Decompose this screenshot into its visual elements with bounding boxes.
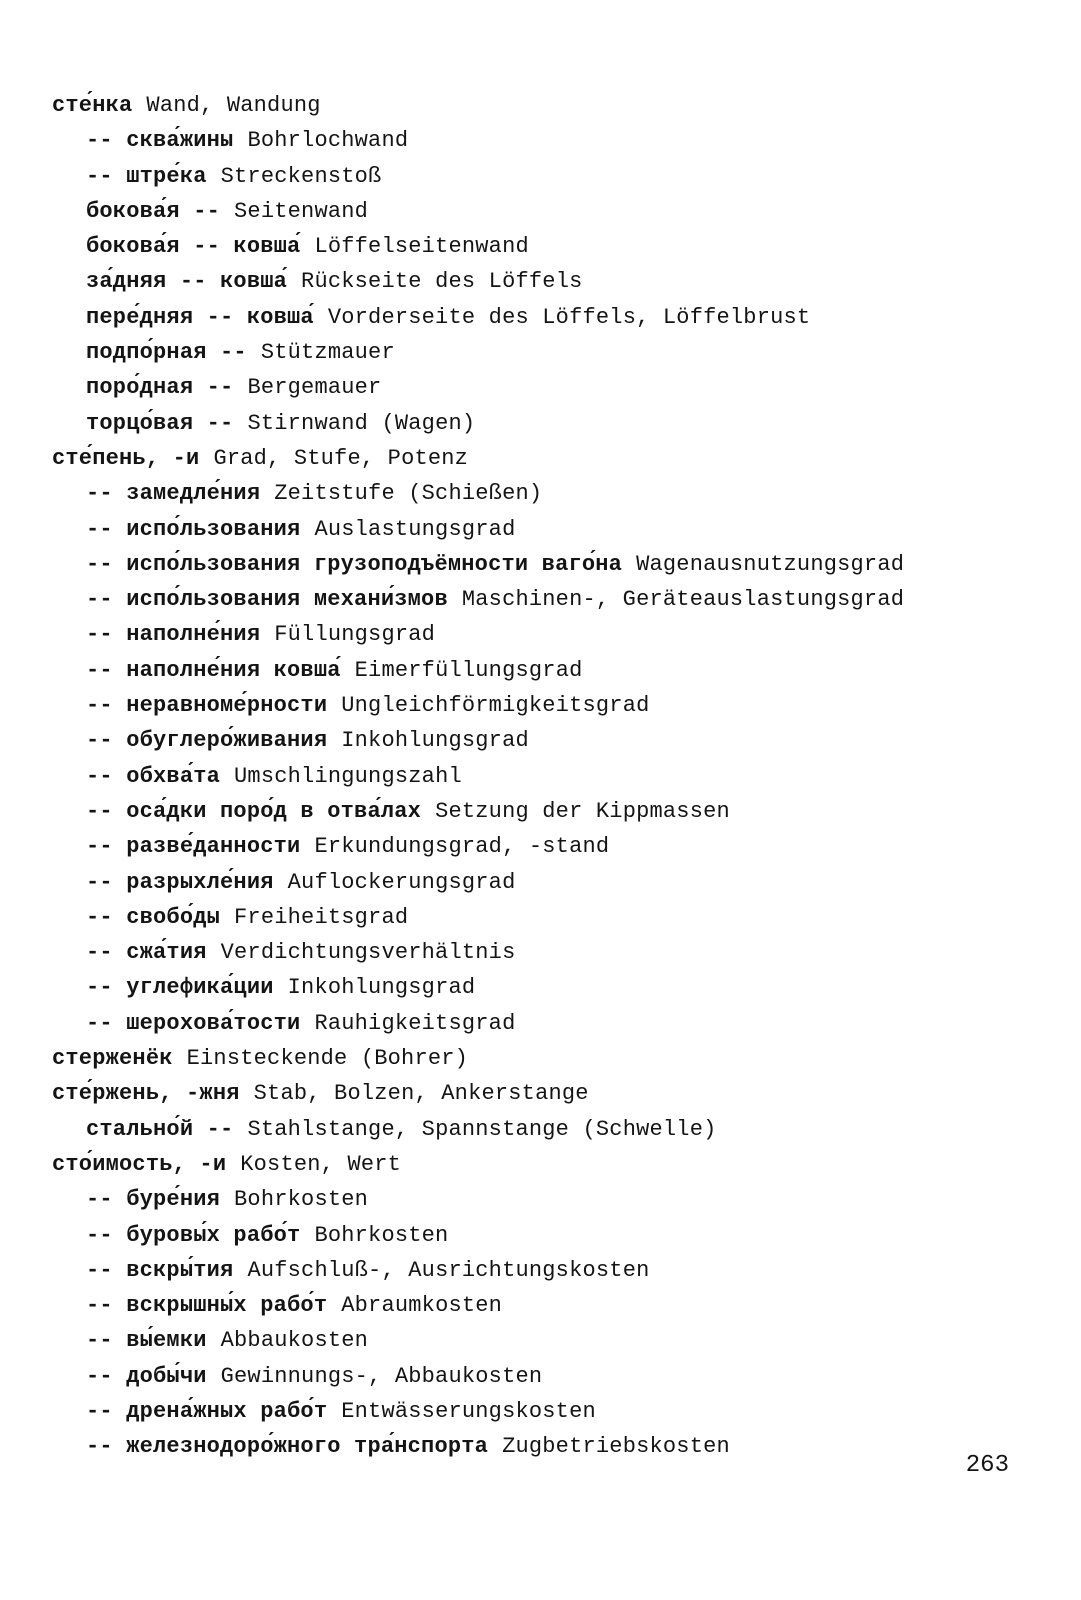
sub-entry — [52, 194, 1052, 229]
russian-term: -- испо́льзования — [86, 516, 301, 542]
sub-entry — [52, 582, 1052, 617]
russian-term: бокова́я -- — [86, 198, 221, 224]
russian-term: стерженёк — [52, 1046, 173, 1072]
sub-entry — [52, 1359, 1052, 1394]
sub-entry — [52, 1253, 1052, 1288]
russian-term: -- добы́чи — [86, 1363, 207, 1389]
russian-term: подпо́рная -- — [86, 340, 247, 366]
russian-term: -- разве́данности — [86, 834, 301, 860]
russian-term: -- обхва́та — [86, 763, 221, 789]
sub-entry — [52, 1323, 1052, 1358]
russian-term: сто́имость, -и — [52, 1151, 227, 1177]
russian-term: сте́ржень, -жня — [52, 1081, 240, 1107]
sub-entry — [52, 406, 1052, 441]
sub-entry — [52, 547, 1052, 582]
german-translation: Rückseite des Löffels — [301, 269, 583, 295]
sub-entry — [52, 123, 1052, 158]
sub-entry — [52, 476, 1052, 511]
sub-entry — [52, 794, 1052, 829]
russian-term: -- испо́льзования грузоподъёмности ваго́на — [86, 551, 623, 577]
russian-term: сте́пень, -и — [52, 445, 200, 471]
page-number: 263 — [965, 1452, 1009, 1479]
headword-entry — [52, 1147, 1052, 1182]
sub-entry — [52, 653, 1052, 688]
russian-term: -- обуглеро́живания — [86, 728, 328, 754]
sub-entry — [52, 264, 1052, 299]
russian-term: -- шерохова́тости — [86, 1010, 301, 1036]
german-translation: Einsteckende (Bohrer) — [186, 1046, 469, 1072]
german-translation: Stützmauer — [260, 340, 395, 366]
russian-term: -- свобо́ды — [86, 904, 221, 930]
german-translation: Zugbetriebskosten — [502, 1434, 730, 1460]
german-translation: Füllungsgrad — [274, 622, 436, 648]
german-translation: Rauhigkeitsgrad — [314, 1010, 516, 1036]
sub-entry — [52, 335, 1052, 370]
sub-entry — [52, 1394, 1052, 1429]
german-translation: Umschlingungszahl — [234, 763, 462, 789]
russian-term: пере́дняя -- ковша́ — [86, 304, 314, 330]
russian-term: -- буре́ния — [86, 1187, 221, 1213]
russian-term: -- неравноме́рности — [86, 693, 328, 719]
german-translation: Seitenwand — [234, 198, 369, 224]
german-translation: Stirnwand (Wagen) — [247, 410, 476, 436]
russian-term: -- углефика́ции — [86, 975, 274, 1001]
russian-term: -- замедле́ния — [86, 481, 261, 507]
german-translation: Bergemauer — [247, 375, 382, 401]
russian-term: -- штре́ка — [86, 163, 207, 189]
headword-entry — [52, 441, 1052, 476]
german-translation: Eimerfüllungsgrad — [354, 657, 583, 683]
sub-entry — [52, 1182, 1052, 1217]
russian-term: -- наполне́ния — [86, 622, 261, 648]
german-translation: Inkohlungsgrad — [341, 728, 529, 754]
russian-term: -- железнодоро́жного тра́нспорта — [86, 1434, 489, 1460]
german-translation: Stahlstange, Spannstange (Schwelle) — [247, 1116, 717, 1142]
sub-entry — [52, 970, 1052, 1005]
sub-entry — [52, 865, 1052, 900]
sub-entry — [52, 1006, 1052, 1041]
german-translation: Abbaukosten — [220, 1328, 369, 1354]
german-translation: Auslastungsgrad — [314, 516, 516, 542]
german-translation: Wagenausnutzungsgrad — [636, 551, 905, 577]
german-translation: Verdichtungsverhältnis — [220, 940, 516, 966]
german-translation: Maschinen-, Geräteauslastungsgrad — [461, 587, 905, 613]
sub-entry — [52, 300, 1052, 335]
german-translation: Setzung der Kippmassen — [435, 798, 730, 824]
sub-entry — [52, 900, 1052, 935]
german-translation: Ungleichförmigkeitsgrad — [341, 693, 650, 719]
german-translation: Bohrlochwand — [247, 128, 409, 154]
german-translation: Streckenstoß — [220, 163, 382, 189]
sub-entry — [52, 370, 1052, 405]
russian-term: -- оса́дки поро́д в отва́лах — [86, 798, 422, 824]
russian-term: -- вы́емки — [86, 1328, 207, 1354]
sub-entry — [52, 759, 1052, 794]
sub-entry — [52, 1218, 1052, 1253]
russian-term: -- сжа́тия — [86, 940, 207, 966]
german-translation: Auflockerungsgrad — [287, 869, 516, 895]
headword-entry — [52, 1076, 1052, 1111]
entry-list — [52, 88, 1052, 1465]
russian-term: торцо́вая -- — [86, 410, 234, 436]
german-translation: Freiheitsgrad — [234, 904, 409, 930]
german-translation: Aufschluß-, Ausrichtungskosten — [247, 1257, 650, 1283]
sub-entry — [52, 512, 1052, 547]
russian-term: -- наполне́ния ковша́ — [86, 657, 341, 683]
german-translation: Grad, Stufe, Potenz — [213, 445, 469, 471]
german-translation: Vorderseite des Löffels, Löffelbrust — [327, 304, 811, 330]
german-translation: Entwässerungskosten — [341, 1398, 596, 1424]
sub-entry — [52, 1429, 1052, 1464]
sub-entry — [52, 829, 1052, 864]
russian-term: -- буровы́х рабо́т — [86, 1222, 301, 1248]
sub-entry — [52, 229, 1052, 264]
sub-entry — [52, 1288, 1052, 1323]
russian-term: сте́нка — [52, 93, 133, 118]
german-translation: Zeitstufe (Schießen) — [274, 481, 543, 507]
russian-term: бокова́я -- ковша́ — [86, 234, 301, 260]
russian-term: -- сква́жины — [86, 128, 234, 154]
german-translation: Kosten, Wert — [240, 1151, 402, 1177]
german-translation: Bohrkosten — [234, 1187, 369, 1213]
russian-term: -- вскрышны́х рабо́т — [86, 1293, 328, 1319]
sub-entry — [52, 159, 1052, 194]
russian-term: -- разрыхле́ния — [86, 869, 274, 895]
russian-term: -- испо́льзования механи́змов — [86, 587, 448, 613]
sub-entry — [52, 617, 1052, 652]
german-translation: Inkohlungsgrad — [287, 975, 476, 1001]
sub-entry — [52, 1112, 1052, 1147]
sub-entry — [52, 723, 1052, 758]
russian-term: -- дрена́жных рабо́т — [86, 1398, 328, 1424]
german-translation: Abraumkosten — [341, 1293, 503, 1319]
russian-term: стально́й -- — [86, 1116, 234, 1142]
headword-entry — [52, 88, 1052, 123]
german-translation: Löffelseitenwand — [314, 234, 529, 260]
sub-entry — [52, 688, 1052, 723]
russian-term: -- вскры́тия — [86, 1257, 234, 1283]
german-translation: Erkundungsgrad, -stand — [314, 834, 610, 860]
headword-entry — [52, 1041, 1052, 1076]
russian-term: поро́дная -- — [86, 375, 234, 401]
german-translation: Stab, Bolzen, Ankerstange — [253, 1081, 589, 1107]
sub-entry — [52, 935, 1052, 970]
russian-term: за́дняя -- ковша́ — [86, 269, 288, 295]
german-translation: Gewinnungs-, Abbaukosten — [220, 1363, 543, 1389]
german-translation: Wand, Wandung — [146, 93, 321, 118]
german-translation: Bohrkosten — [314, 1222, 449, 1248]
